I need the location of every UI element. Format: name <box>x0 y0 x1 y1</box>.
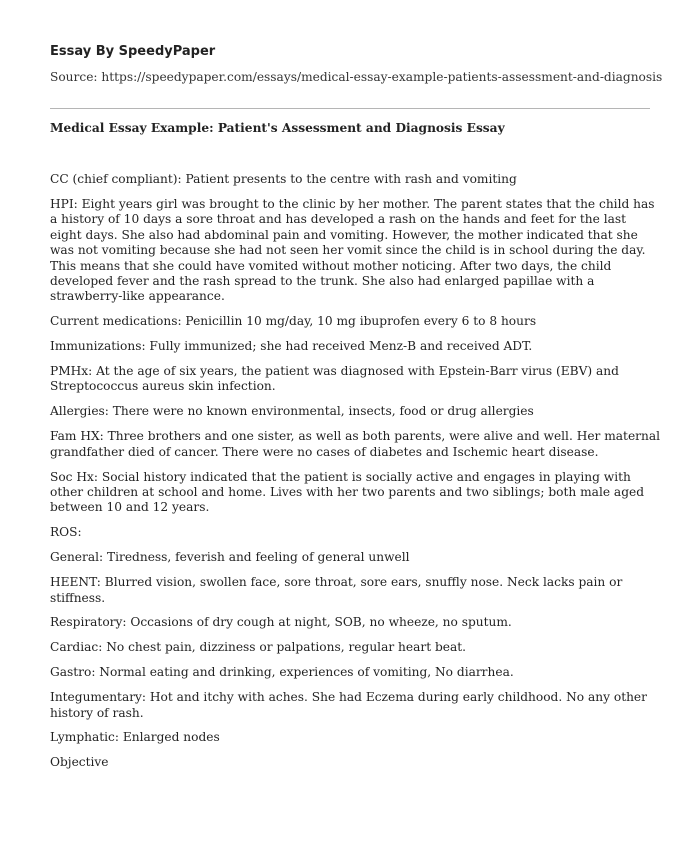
paragraph-gastro: Gastro: Normal eating and drinking, experiences of vomiting, No diarrhea. <box>50 665 514 680</box>
paragraph-pmhx: PMHx: At the age of six years, the patient was diagnosed with Epstein-Barr virus (EBV) and Streptococcus aureus skin infection. <box>50 364 619 394</box>
essay-body <box>50 172 660 780</box>
paragraph-hpi: HPI: Eight years girl was brought to the clinic by her mother. The parent states that the child has a history of 10 days a sore throat and has developed a rash on the hands and feet for the last eight days. She also had abdominal pain and vomiting. However, the mother indicated that she was not vomiting because she had not seen her vomit since the child is in school during the day. This means that she could have vomited without mother noticing. After two days, the child developed fever and the rash spread to the trunk. She also had enlarged papillae with a strawberry-like appearance. <box>50 196 655 304</box>
source-line: Source: https://speedypaper.com/essays/medical-essay-example-patients-assessment-and-diagnosis <box>50 70 663 84</box>
paragraph-family-history: Fam HX: Three brothers and one sister, as well as both parents, were alive and well. Her maternal grandfather died of cancer. There were no cases of diabetes and Ischemic heart disease. <box>50 429 661 459</box>
paragraph-respiratory: Respiratory: Occasions of dry cough at night, SOB, no wheeze, no sputum. <box>50 615 512 630</box>
paragraph-heent: HEENT: Blurred vision, swollen face, sore throat, sore ears, snuffly nose. Neck lacks pain or stiffness. <box>50 575 623 605</box>
paragraph-integumentary: Integumentary: Hot and itchy with aches. She had Eczema during early childhood. No any other history of rash. <box>50 690 647 720</box>
paragraph-immunizations: Immunizations: Fully immunized; she had received Menz-B and received ADT. <box>50 339 533 354</box>
brand-heading: Essay By SpeedyPaper <box>50 44 216 59</box>
essay-title: Medical Essay Example: Patient's Assessment and Diagnosis Essay <box>50 121 505 135</box>
paragraph-cardiac: Cardiac: No chest pain, dizziness or palpations, regular heart beat. <box>50 640 467 655</box>
paragraph-lymphatic: Lymphatic: Enlarged nodes <box>50 730 220 745</box>
paragraph-general: General: Tiredness, feverish and feeling of general unwell <box>50 550 410 565</box>
paragraph-ros: ROS: <box>50 525 82 540</box>
paragraph-allergies: Allergies: There were no known environmental, insects, food or drug allergies <box>50 404 534 419</box>
paragraph-social-history: Soc Hx: Social history indicated that the patient is socially active and engages in playing with other children at school and home. Lives with her two parents and two siblings; both male aged between 10 and 12 years. <box>50 469 645 515</box>
paragraph-objective: Objective <box>50 755 109 770</box>
paragraph-medications: Current medications: Penicillin 10 mg/day, 10 mg ibuprofen every 6 to 8 hours <box>50 314 537 329</box>
paragraph-chief-complaint: CC (chief compliant): Patient presents to the centre with rash and vomiting <box>50 172 517 186</box>
header-divider <box>50 108 650 109</box>
